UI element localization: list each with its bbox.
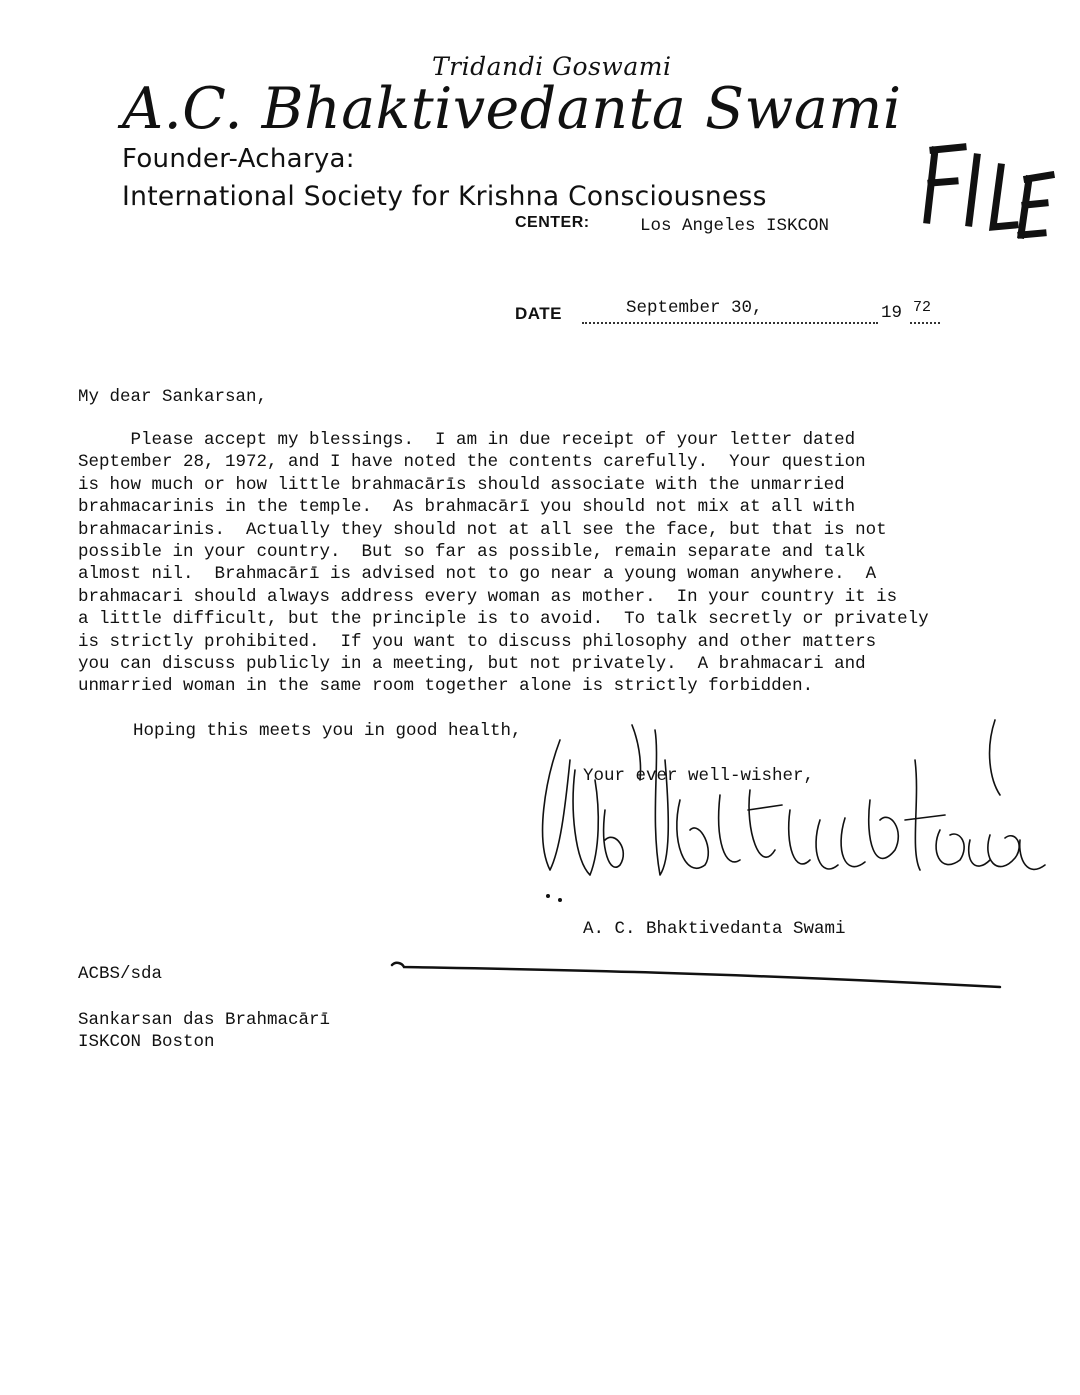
center-value: Los Angeles ISKCON xyxy=(640,216,830,236)
recipient-location: ISKCON Boston xyxy=(78,1032,215,1052)
handwritten-signature xyxy=(520,700,1050,910)
letterhead-role: Founder-Acharya: xyxy=(122,144,355,174)
date-year-prefix: 19 xyxy=(881,303,903,323)
closing-line: Hoping this meets you in good health, xyxy=(133,721,522,741)
letterhead-subtitle: Tridandi Goswami xyxy=(432,52,672,81)
center-label: CENTER: xyxy=(515,214,590,231)
date-year-suffix: 72 xyxy=(913,299,932,316)
letterhead-name: A.C. Bhaktivedanta Swami xyxy=(122,76,902,142)
year-dotted-line xyxy=(910,322,940,324)
date-value: September 30, xyxy=(626,298,763,318)
salutation: My dear Sankarsan, xyxy=(78,387,268,407)
signatory-name: A. C. Bhaktivedanta Swami xyxy=(583,919,846,939)
file-stamp xyxy=(915,135,1065,245)
date-dotted-line xyxy=(582,322,878,324)
letter-body: Please accept my blessings. I am in due receipt of your letter dated September 28, 1972, and I have noted the contents carefully. Your question is how much or how little brahmacārīs should associate with the unmarried brahmacarinis in the temple. As brahmacārī you should not mix at all with brahmacarinis. Actually they should not at all see the face, but that is not possible in your country. But so far as possible, remain separate and talk almost nil. Brahmacārī is advised not to go near a young woman anywhere. A brahmacari should always address every woman as mother. In your country it is a little difficult, but the principle is to avoid. To talk secretly or privately is strictly prohibited. If you want to discuss philosophy and other matters you can discuss publicly in a meeting, but not privately. A brahmacari and unmarried woman in the same room together alone is strictly forbidden. xyxy=(78,430,929,697)
date-label: DATE xyxy=(515,304,563,323)
letterhead-society: International Society for Krishna Consciousness xyxy=(122,181,767,212)
valediction: Your ever well-wisher, xyxy=(583,766,815,786)
horizontal-rule xyxy=(390,955,1010,995)
reference-initials: ACBS/sda xyxy=(78,964,163,984)
recipient-name: Sankarsan das Brahmacārī xyxy=(78,1010,331,1030)
